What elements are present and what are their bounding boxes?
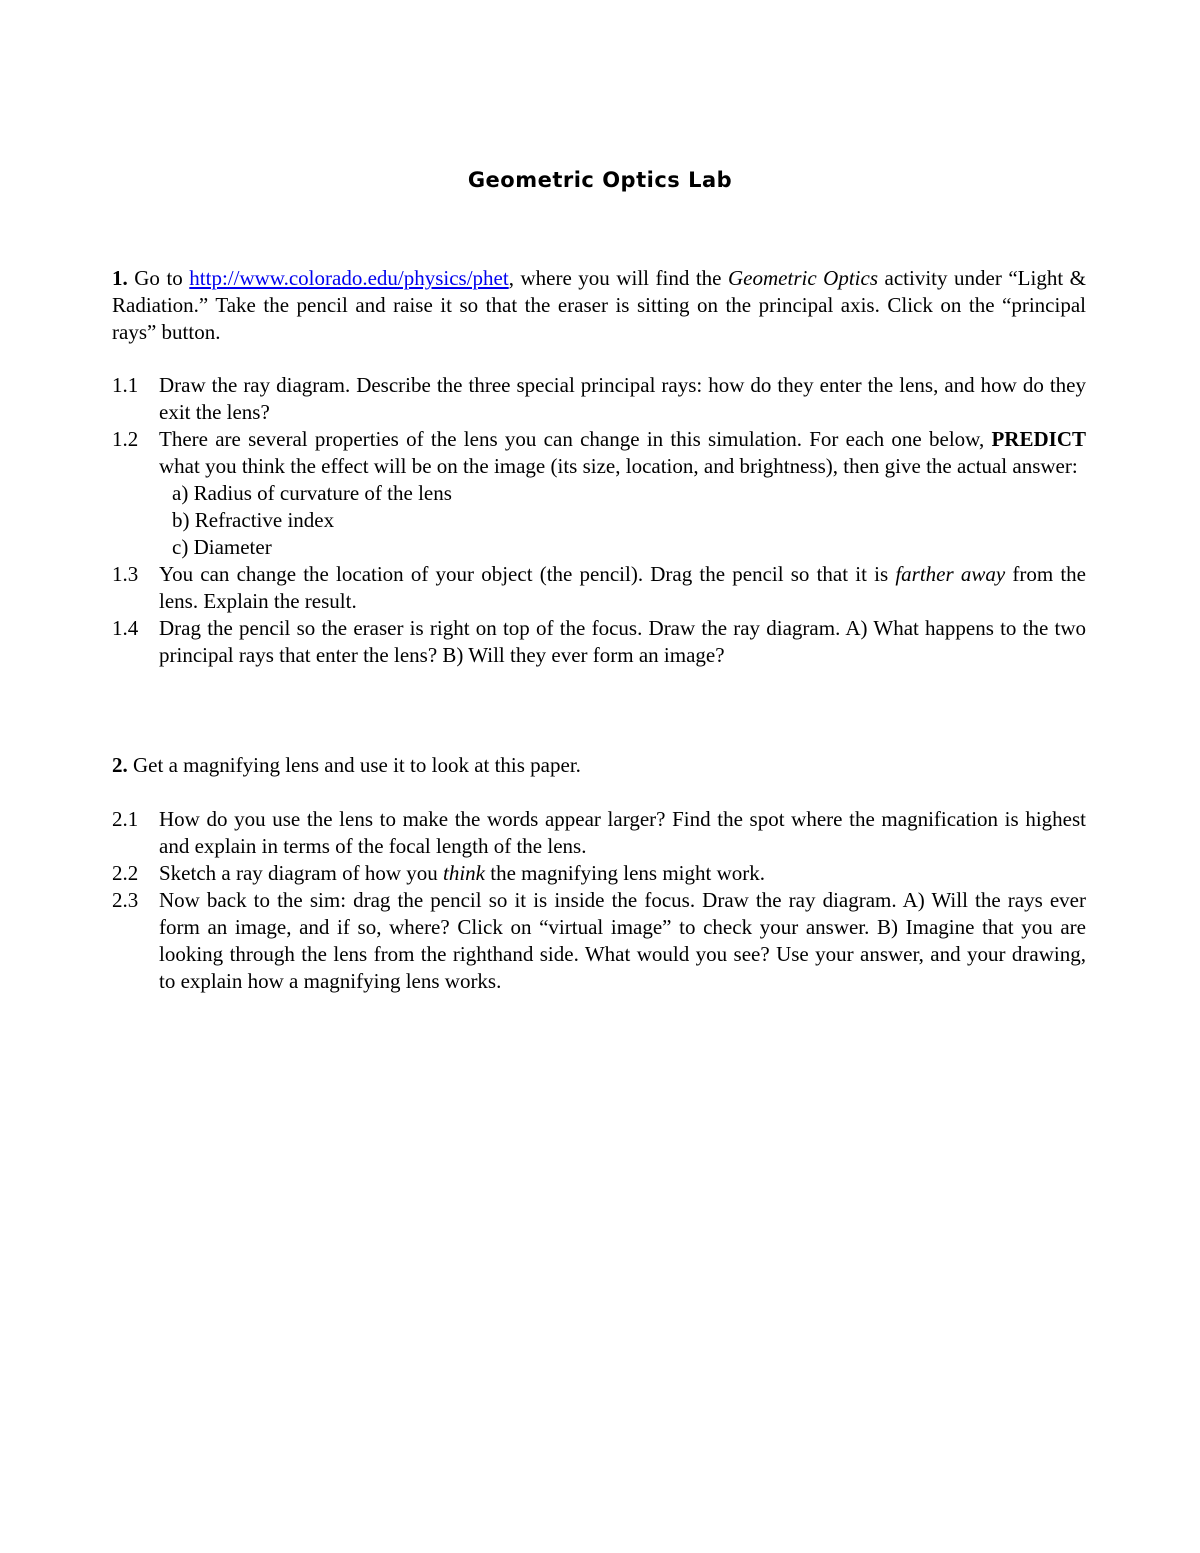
farther-away-emphasis: farther away: [895, 562, 1006, 586]
item-text: How do you use the lens to make the words appear larger? Find the spot where the magnification is highest and explain in terms of the focal length of the lens.: [159, 807, 1086, 858]
section-2-intro: [112, 752, 1086, 779]
section-1-list: [112, 372, 1086, 669]
item-number: 1.1: [112, 373, 139, 397]
section-2-list: [112, 806, 1086, 995]
item-text: Now back to the sim: drag the pencil so it is inside the focus. Draw the ray diagram. A) Will the rays ever form an image, and if so, where? Click on “virtual image” to check your answer. B) Imagine that you are looking through the lens from the righthand side. What would you see? Use your answer, and your drawing, to explain how a magnifying lens works.: [159, 888, 1086, 993]
sub-item-c: c) Diameter: [172, 535, 272, 559]
activity-name: Geometric Optics: [728, 266, 878, 290]
section-1-intro: [112, 265, 1086, 346]
list-item-1-3: [112, 561, 1086, 615]
item-number: 1.4: [112, 616, 139, 640]
list-item-1-1: [112, 372, 1086, 426]
list-item-1-4: [112, 615, 1086, 669]
item-number: 1.3: [112, 562, 139, 586]
item-text: Drag the pencil so the eraser is right on top of the focus. Draw the ray diagram. A) What happens to the two principal rays that enter the lens? B) Will they ever form an image?: [159, 616, 1086, 667]
list-item-2-2: [112, 860, 1086, 887]
section-1-go-to: Go to: [134, 266, 183, 290]
sub-item-b: b) Refractive index: [172, 508, 335, 532]
page-title: Geometric Optics Lab: [467, 168, 733, 192]
item-number: 2.3: [112, 888, 139, 912]
predict-emphasis: PREDICT: [991, 427, 1086, 451]
item-text: the magnifying lens might work.: [490, 861, 765, 885]
item-text: from the lens. Explain the result.: [159, 562, 1086, 613]
phet-link[interactable]: http://www.colorado.edu/physics/phet: [189, 266, 509, 290]
item-number: 1.2: [112, 427, 139, 451]
list-item-2-1: [112, 806, 1086, 860]
think-emphasis: think: [443, 861, 486, 885]
section-2-number: 2.: [112, 753, 128, 777]
item-text: Sketch a ray diagram of how you: [159, 861, 438, 885]
section-1-after-link: , where you will find the: [508, 266, 722, 290]
item-text: You can change the location of your object (the pencil). Drag the pencil so that it is: [159, 562, 889, 586]
section-1-number: 1.: [112, 266, 128, 290]
item-text: Draw the ray diagram. Describe the three special principal rays: how do they enter the lens, and how do they exit the lens?: [159, 373, 1086, 424]
item-text: There are several properties of the lens you can change in this simulation. For each one below,: [159, 427, 985, 451]
list-item-1-2: [112, 426, 1086, 480]
list-item-2-3: [112, 887, 1086, 995]
section-2-text: Get a magnifying lens and use it to look at this paper.: [133, 753, 581, 777]
item-number: 2.2: [112, 861, 139, 885]
item-number: 2.1: [112, 807, 139, 831]
item-text: what you think the effect will be on the image (its size, location, and brightness), then give the actual answer:: [159, 454, 1078, 478]
sub-item-a: a) Radius of curvature of the lens: [172, 481, 452, 505]
section-1-rest: activity under “Light & Radiation.” Take the pencil and raise it so that the eraser is sitting on the principal axis. Click on the “principal rays” button.: [112, 266, 1087, 344]
